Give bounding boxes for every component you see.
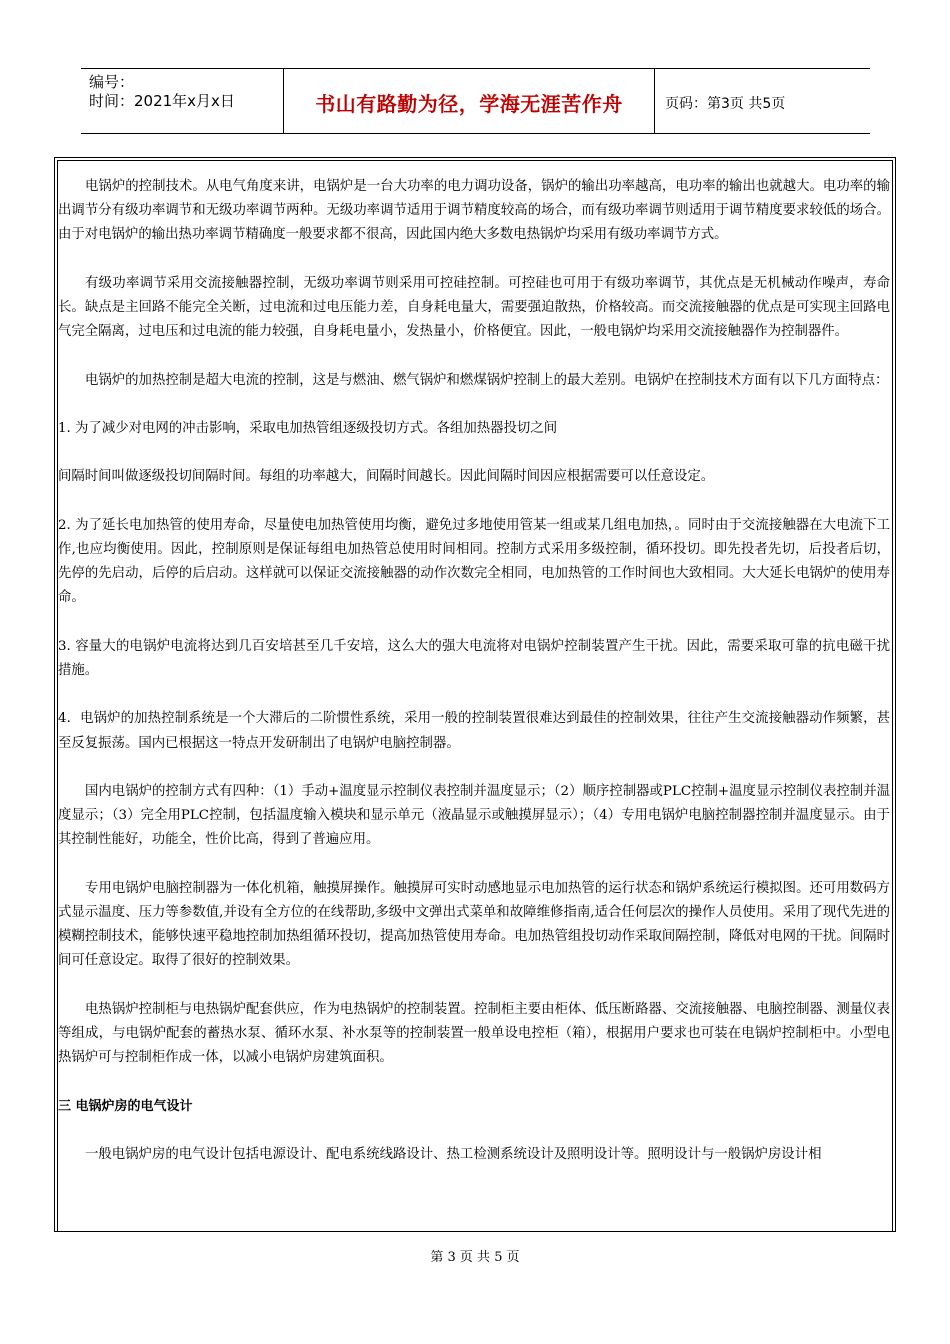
document-time-label: 时间：2021年x月x日 (89, 92, 235, 110)
list-item-1-continued: 间隔时间叫做逐级投切间隔时间。每组的功率越大，间隔时间越长。因此间隔时间因应根据需要可以任意设定。 (58, 469, 715, 485)
paragraph-control-modes: 国内电锅炉的控制方式有四种：（1）手动+温度显示控制仪表控制并温度显示；（2）顺序控制器或PLC控制+温度显示控制仪表控制并温度显示；（3）完全用PLC控制，包括温度输入模块和显示单元（液晶显示或触摸屏显示）；（4）专用电锅炉电脑控制器控制并温度显示。由于其控制性能好，功能全，性价比高，得到了普遍应用。 (58, 783, 890, 848)
document-code-label: 编号： (89, 73, 135, 91)
list-item-2: 2. 为了延长电加热管的使用寿命，尽量使电加热管使用均衡，避免过多地使用管某一组或某几组电加热，。同时由于交流接触器在大电流下工作,也应均衡使用。因此，控制原则是保证每组电加热管总使用时间相同。控制方式采用多级控制，循环投切。即先投者先切，后投者后切，先停的先启动，后停的后启动。这样就可以保证交流接触器的动作次数完全相同，电加热管的工作时间也大致相同。大大延长电锅炉的使用寿命。 (58, 517, 890, 606)
section-heading: 三 电锅炉房的电气设计 (58, 1098, 193, 1114)
paragraph-electrical-design: 一般电锅炉房的电气设计包括电源设计、配电系统线路设计、热工检测系统设计及照明设计等。照明设计与一般锅炉房设计相 (85, 1146, 822, 1162)
list-item-3: 3. 容量大的电锅炉电流将达到几百安培甚至几千安培，这么大的强大电流将对电锅炉控制装置产生干扰。因此，需要采取可靠的抗电磁干扰措施。 (58, 638, 890, 678)
paragraph-heating-control: 电锅炉的加热控制是超大电流的控制，这是与燃油、燃气锅炉和燃煤锅炉控制上的最大差别。电锅炉在控制技术方面有以下几方面特点： (85, 372, 889, 388)
page-footer: 第 3 页 共 5 页 (430, 1250, 520, 1265)
paragraph-control-technology: 电锅炉的控制技术。从电气角度来讲，电锅炉是一台大功率的电力调功设备，锅炉的输出功率越高，电功率的输出也就越大。电功率的输出调节分有级功率调节和无级功率调节两种。无级功率调节适用于调节精度较高的场合，而有级功率调节则适用于调节精度要求较低的场合。由于对电锅炉的输出热功率调节精确度一般要求都不很高，因此国内绝大多数电热锅炉均采用有级功率调节方式。 (58, 179, 890, 243)
paragraph-control-cabinet: 电热锅炉控制柜与电热锅炉配套供应，作为电热锅炉的控制装置。控制柜主要由柜体、低压断路器、交流接触器、电脑控制器、测量仪表等组成，与电锅炉配套的蓄热水泵、循环水泵、补水泵等的控制装置一般单设电控柜（箱），根据用户要求也可装在电锅炉控制柜中。小型电热锅炉可与控制柜作成一体，以减小电锅炉房建筑面积。 (58, 1001, 890, 1066)
document-body (58, 175, 890, 1167)
header-motto-cell (283, 68, 655, 134)
paragraph-dedicated-controller: 专用电锅炉电脑控制器为一体化机箱，触摸屏操作。触摸屏可实时动感地显示电加热管的运行状态和锅炉系统运行模拟图。还可用数码方式显示温度、压力等参数值,并设有全方位的在线帮助,多级中文弹出式菜单和故障维修指南,适合任何层次的操作人员使用。采用了现代先进的模糊控制技术，能够快速平稳地控制加热组循环投切，提高加热管使用寿命。电加热管组投切动作采取间隔控制，降低对电网的干扰。间隔时间可任意设定。取得了很好的控制效果。 (58, 880, 890, 969)
list-item-1: 1. 为了减少对电网的冲击影响，采取电加热管组逐级投切方式。各组加热器投切之间 (58, 420, 558, 436)
header-meta (89, 73, 235, 111)
header-motto: 书山有路勤为径，学海无涯苦作舟 (315, 92, 623, 116)
paragraph-stepped-regulation: 有级功率调节采用交流接触器控制，无级功率调节则采用可控硅控制。可控硅也可用于有级功率调节，其优点是无机械动作噪声，寿命长。缺点是主回路不能完全关断，过电流和过电压能力差，自身耗电量大，需要强迫散热，价格较高。而交流接触器的优点是可实现主回路电气完全隔离，过电压和过电流的能力较强，自身耗电量小，发热量小，价格便宜。因此，一般电锅炉均采用交流接触器作为控制器件。 (58, 275, 890, 340)
header-page-info: 页码：第3页 共5页 (665, 96, 786, 112)
list-item-4: 4．电锅炉的加热控制系统是一个大滞后的二阶惯性系统，采用一般的控制装置很难达到最佳的控制效果，往往产生交流接触器动作频繁，甚至反复振荡。国内已根据这一特点开发研制出了电锅炉电脑控制器。 (58, 711, 890, 751)
page-header (81, 68, 870, 134)
